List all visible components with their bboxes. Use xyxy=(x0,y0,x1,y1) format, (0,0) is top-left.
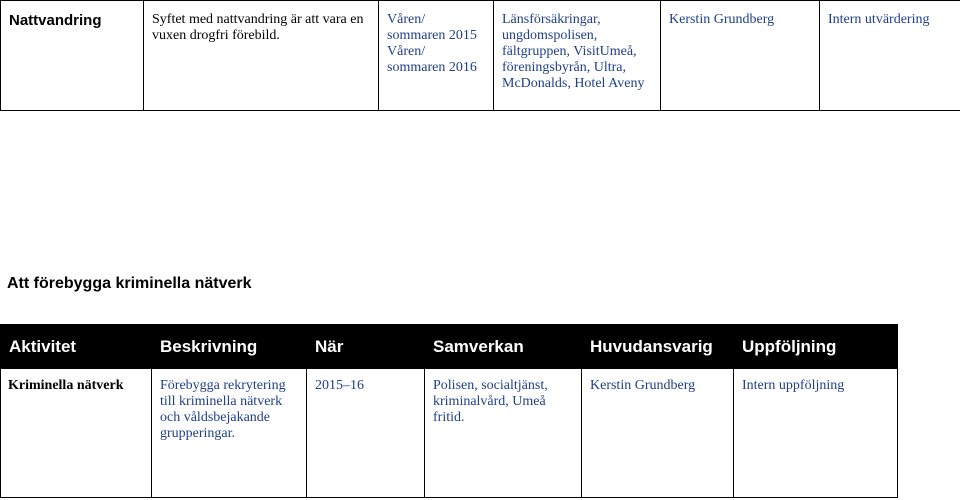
table-row xyxy=(1,369,898,498)
header-when: När xyxy=(307,325,425,369)
activity-cell: Nattvandring xyxy=(1,1,144,111)
follow-up-cell: Intern uppföljning xyxy=(734,369,898,498)
activity-cell: Kriminella nätverk xyxy=(1,369,152,498)
table-row xyxy=(1,1,960,111)
section-heading: Att förebygga kriminella nätverk xyxy=(7,275,252,292)
responsible-cell: Kerstin Grundberg xyxy=(661,1,820,111)
header-responsible: Huvudansvarig xyxy=(582,325,734,369)
when-cell xyxy=(379,1,494,111)
when-line: sommaren 2015 xyxy=(387,28,477,43)
collaboration-cell: Länsförsäkringar, ungdomspolisen, fältgruppen, VisitUmeå, föreningsbyrån, Ultra, McDonalds, Hotel Aveny xyxy=(494,1,661,111)
responsible-cell: Kerstin Grundberg xyxy=(582,369,734,498)
header-follow-up: Uppföljning xyxy=(734,325,898,369)
table-header-row xyxy=(1,325,898,369)
header-collaboration: Samverkan xyxy=(425,325,582,369)
follow-up-cell: Intern utvärdering xyxy=(820,1,960,111)
header-description: Beskrivning xyxy=(152,325,307,369)
activity-table xyxy=(0,324,898,498)
description-cell: Syftet med nattvandring är att vara en vuxen drogfri förebild. xyxy=(144,1,379,111)
when-line: sommaren 2016 xyxy=(387,60,477,75)
top-activity-table xyxy=(0,0,960,111)
collaboration-cell: Polisen, socialtjänst, kriminalvård, Umeå fritid. xyxy=(425,369,582,498)
header-activity: Aktivitet xyxy=(1,325,152,369)
when-line: Våren/ xyxy=(387,12,426,27)
description-cell: Förebygga rekrytering till kriminella nätverk och våldsbejakande grupperingar. xyxy=(152,369,307,498)
when-line: Våren/ xyxy=(387,44,426,59)
when-cell: 2015–16 xyxy=(307,369,425,498)
